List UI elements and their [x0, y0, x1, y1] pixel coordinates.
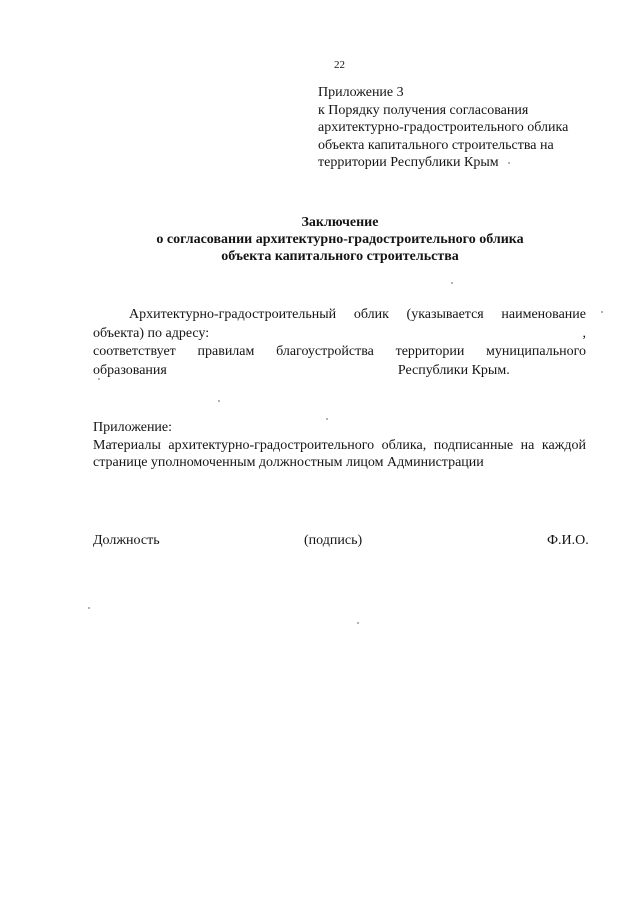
title-line: Заключение — [301, 215, 379, 230]
address-label: объекта) по адресу: — [93, 325, 210, 341]
scan-speck — [451, 282, 453, 284]
body-word: наименование — [501, 307, 586, 322]
appendix-line: территории Республики Крым — [318, 155, 499, 170]
appendix-line: к Порядку получения согласования — [318, 102, 529, 118]
appendix-line: архитектурно-градостроительного облика — [318, 120, 569, 135]
address-comma: , — [582, 325, 586, 341]
scan-speck — [218, 400, 220, 402]
scan-speck — [88, 607, 90, 609]
attachment-line: Материалы архитектурно-градостроительного облика, подписанные на каждой — [93, 437, 586, 453]
scan-speck — [357, 622, 359, 624]
name-label: Ф.И.О. — [547, 533, 589, 548]
appendix-line: объекта капитального строительства на — [318, 137, 554, 153]
attachment-heading: Приложение: — [93, 420, 173, 435]
municipality-label: образования — [93, 362, 167, 378]
appendix-line: Приложение 3 — [318, 85, 404, 100]
body-word: Архитектурно-градостроительный — [129, 307, 337, 322]
scan-speck — [326, 418, 328, 420]
title-line: объекта капитального строительства — [221, 249, 459, 264]
body-word: территории — [395, 344, 465, 359]
position-label: Должность — [93, 533, 160, 548]
attachment-line: странице уполномоченным должностным лицом Администрации — [93, 455, 484, 470]
signature-label: (подпись) — [304, 533, 363, 548]
title-line: о согласовании архитектурно-градостроительного облика — [156, 232, 524, 247]
scan-speck — [601, 311, 603, 313]
scan-speck — [98, 378, 100, 380]
scan-speck — [508, 162, 510, 164]
body-word: благоустройства — [276, 344, 374, 359]
body-word: (указывается — [406, 307, 484, 322]
body-line-3 — [93, 343, 586, 362]
document-title — [90, 214, 590, 265]
body-word: правилам — [197, 344, 255, 359]
body-word: соответствует — [93, 344, 176, 359]
body-line-4 — [93, 362, 586, 381]
body-word: муниципального — [486, 344, 586, 359]
republic-text: Республики Крым. — [397, 362, 510, 378]
attachment-section — [93, 419, 586, 472]
conclusion-body — [93, 306, 586, 380]
body-line-1 — [93, 306, 586, 325]
body-word: облик — [353, 307, 389, 322]
appendix-header — [318, 84, 568, 172]
body-line-2 — [93, 325, 586, 344]
page-number: 22 — [334, 59, 345, 71]
